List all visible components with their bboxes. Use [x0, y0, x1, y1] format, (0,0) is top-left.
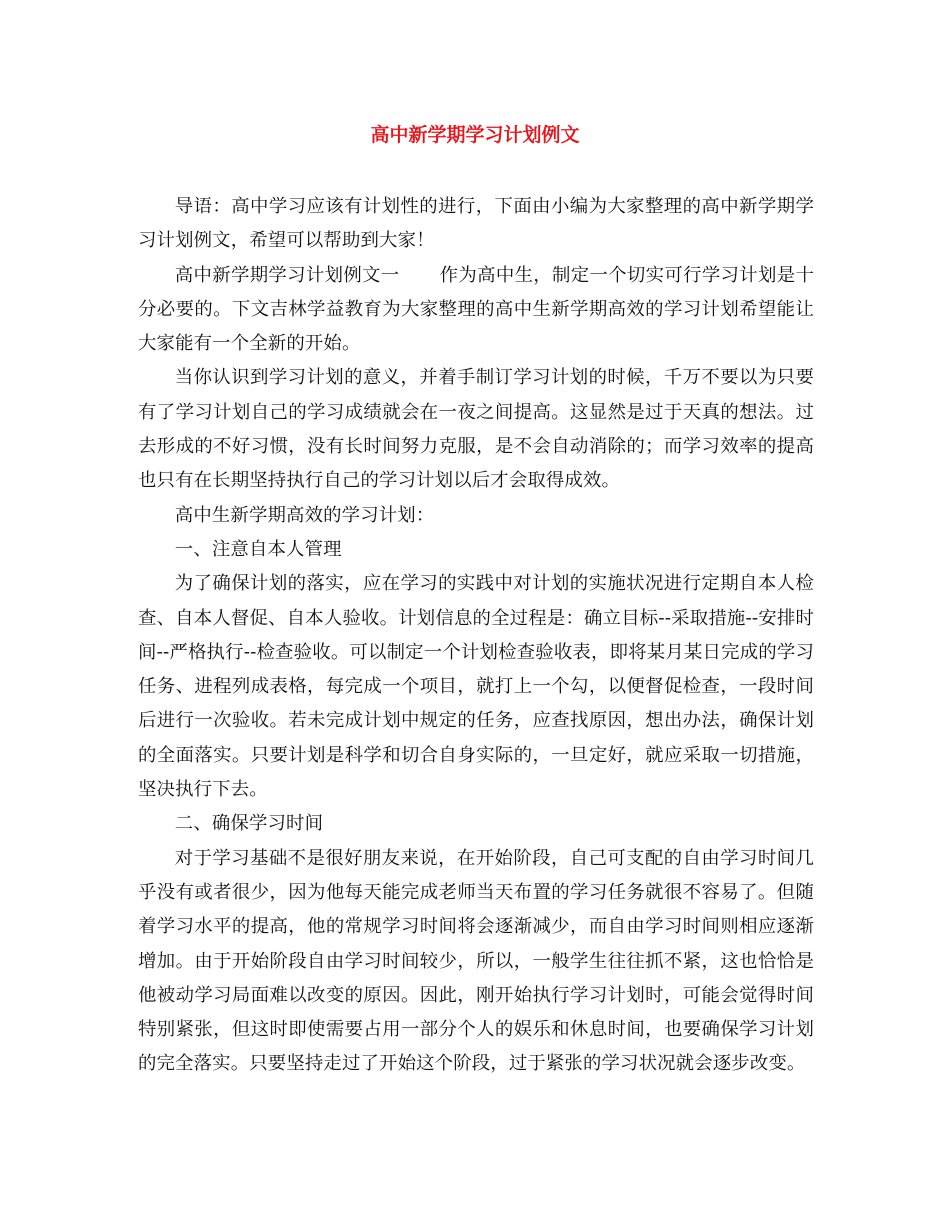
document-title: 高中新学期学习计划例文: [370, 124, 580, 146]
body-paragraph: 当你认识到学习计划的意义，并着手制订学习计划的时候，千万不要以为只要有了学习计划自己的学习成绩就会在一夜之间提高。这显然是过于天真的想法。过去形成的不好习惯，没有长时间努力克服，是不会自动消除的；而学习效率的提高也只有在长期坚持执行自己的学习计划以后才会取得成效。: [138, 367, 814, 492]
body-paragraph: 为了确保计划的落实，应在学习的实践中对计划的实施状况进行定期自本人检查、自本人督促、自本人验收。计划信息的全过程是：确立目标--采取措施--安排时间--严格执行--检查验收。可以制定一个计划检查验收表，即将某月某日完成的学习任务、进程列成表格，每完成一个项目，就打上一个勾，以便督促检查，一段时间后进行一次验收。若未完成计划中规定的任务，应查找原因，想出办法，确保计划的全面落实。只要计划是科学和切合自身实际的，一旦定好，就应采取一切措施，坚决执行下去。: [138, 573, 814, 801]
example-one-heading: 高中新学期学习计划例文一: [174, 264, 400, 286]
example-one-text: 作为高中生，制定一个切实可行学习计划是十分必要的。下文吉林学益教育为大家整理的高中生新学期高效的学习计划希望能让大家能有一个全新的开始。: [138, 264, 814, 355]
section-heading-study-time: 二、确保学习时间: [174, 813, 324, 835]
plan-heading: 高中生新学期高效的学习计划：: [174, 504, 435, 526]
example-one-paragraph: [138, 259, 814, 362]
section-heading-self-management: 一、注意自本人管理: [174, 538, 342, 560]
intro-paragraph: 导语：高中学习应该有计划性的进行，下面由小编为大家整理的高中新学期学习计划例文，希望可以帮助到大家！: [138, 196, 814, 252]
document-body: [138, 190, 814, 1082]
body-paragraph: 对于学习基础不是很好朋友来说，在开始阶段，自己可支配的自由学习时间几乎没有或者很少，因为他每天能完成老师当天布置的学习任务就很不容易了。但随着学习水平的提高，他的常规学习时间将会逐渐减少，而自由学习时间则相应逐渐增加。由于开始阶段自由学习时间较少，所以，一般学生往往抓不紧，这也恰恰是他被动学习局面难以改变的原因。因此，刚开始执行学习计划时，可能会觉得时间特别紧张，但这时即使需要占用一部分个人的娱乐和休息时间，也要确保学习计划的完全落实。只要坚持走过了开始这个阶段，过于紧张的学习状况就会逐步改变。: [138, 847, 814, 1075]
